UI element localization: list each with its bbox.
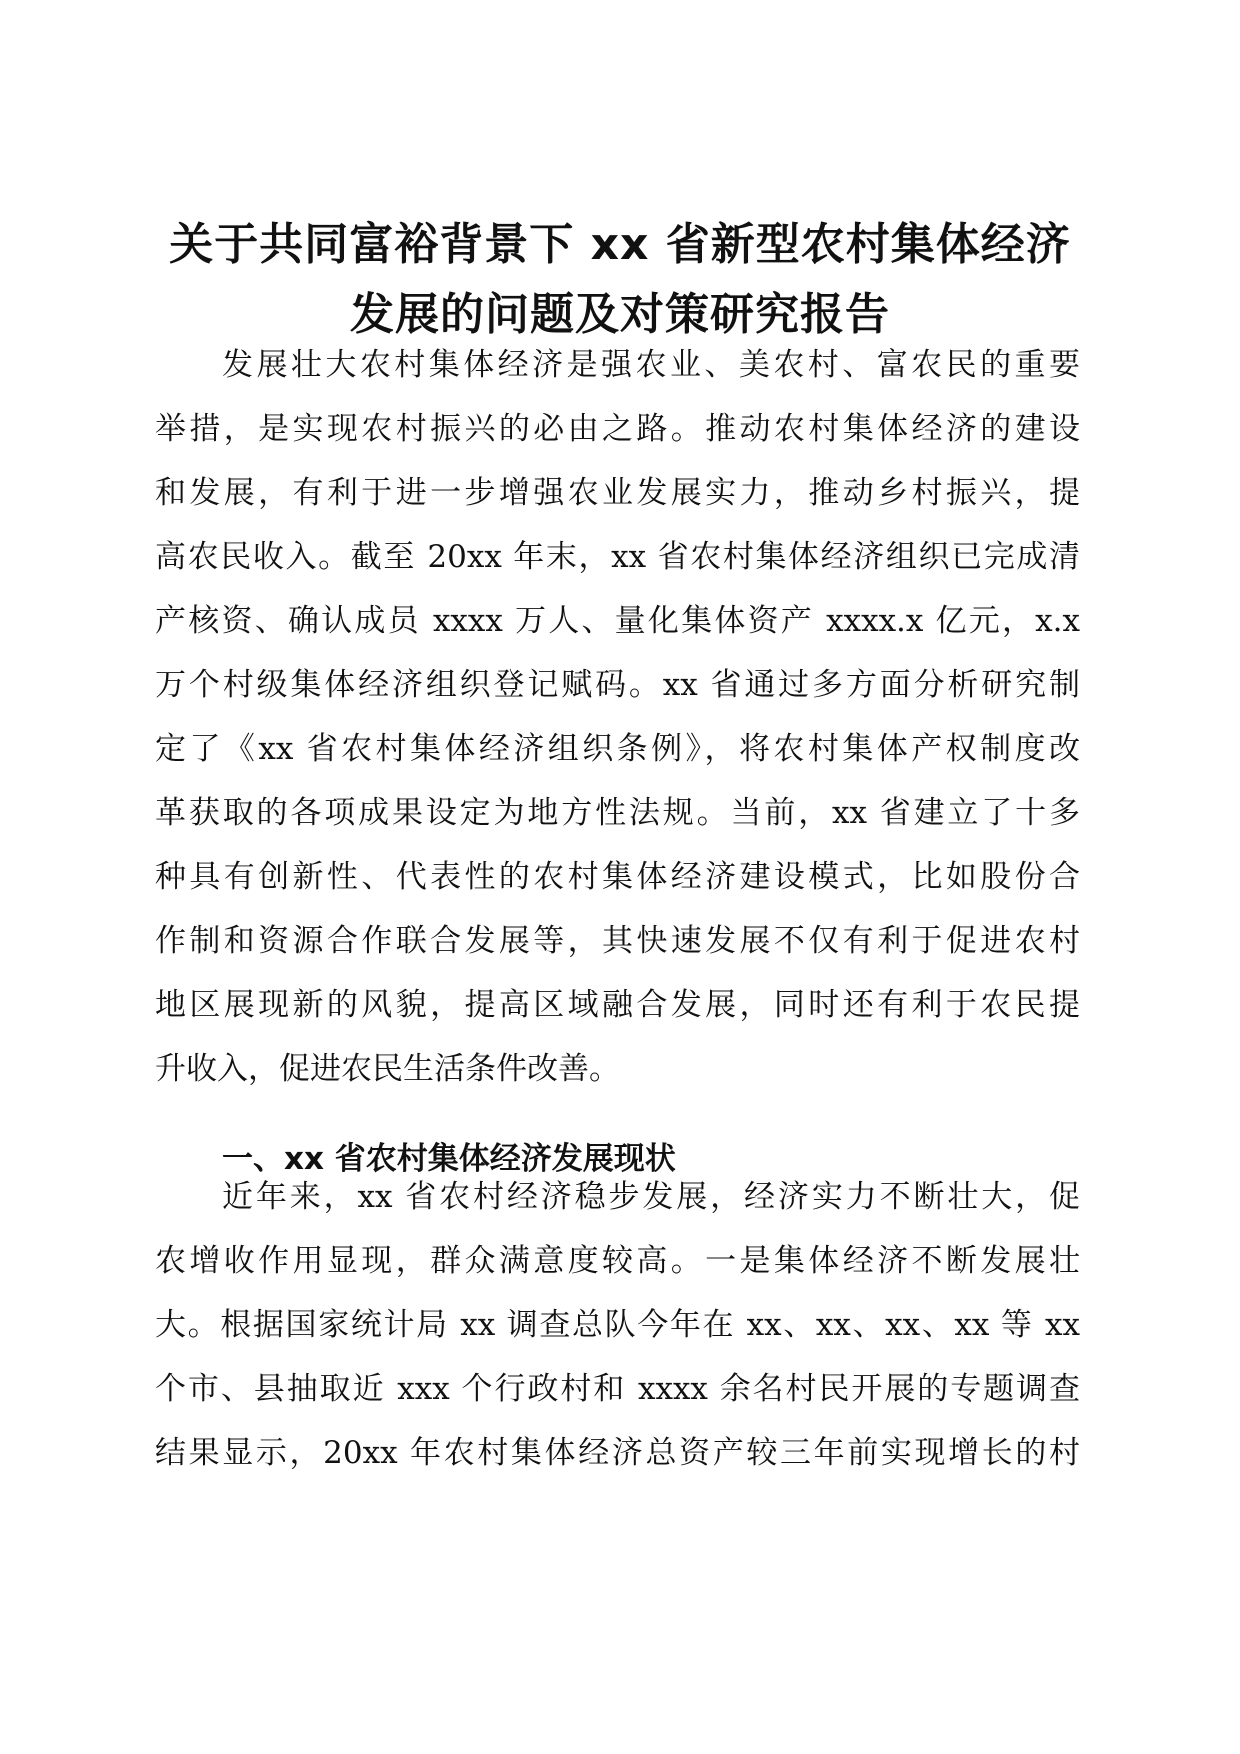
paragraph-line: 万个村级集体经济组织登记赋码。xx 省通过多方面分析研究制 — [155, 667, 1080, 703]
paragraph-line: 高农民收入。截至 20xx 年末，xx 省农村集体经济组织已完成清 — [155, 539, 1080, 575]
document-title-line-1: 关于共同富裕背景下 xx 省新型农村集体经济 — [169, 219, 1071, 270]
paragraph-line: 升收入，促进农民生活条件改善。 — [155, 1051, 620, 1087]
paragraph-line: 种具有创新性、代表性的农村集体经济建设模式，比如股份合 — [155, 859, 1080, 895]
paragraph-line: 地区展现新的风貌，提高区域融合发展，同时还有利于农民提 — [155, 987, 1080, 1023]
paragraph-line: 个市、县抽取近 xxx 个行政村和 xxxx 余名村民开展的专题调查 — [155, 1371, 1080, 1407]
paragraph-line: 近年来，xx 省农村经济稳步发展，经济实力不断壮大，促 — [222, 1179, 1080, 1215]
paragraph-line: 发展壮大农村集体经济是强农业、美农村、富农民的重要 — [222, 347, 1080, 383]
paragraph-line: 产核资、确认成员 xxxx 万人、量化集体资产 xxxx.x 亿元，x.x — [155, 603, 1080, 639]
paragraph-line: 结果显示，20xx 年农村集体经济总资产较三年前实现增长的村 — [155, 1435, 1080, 1471]
paragraph-line: 举措，是实现农村振兴的必由之路。推动农村集体经济的建设 — [155, 411, 1080, 447]
section-heading-1: 一、xx 省农村集体经济发展现状 — [222, 1140, 676, 1177]
paragraph-line: 定了《xx 省农村集体经济组织条例》，将农村集体产权制度改 — [155, 731, 1080, 767]
paragraph-line: 和发展，有利于进一步增强农业发展实力，推动乡村振兴，提 — [155, 475, 1080, 511]
paragraph-line: 作制和资源合作联合发展等，其快速发展不仅有利于促进农村 — [155, 923, 1080, 959]
paragraph-line: 农增收作用显现，群众满意度较高。一是集体经济不断发展壮 — [155, 1243, 1080, 1279]
document-title-line-2: 发展的问题及对策研究报告 — [350, 289, 890, 340]
paragraph-line: 革获取的各项成果设定为地方性法规。当前，xx 省建立了十多 — [155, 795, 1080, 831]
paragraph-line: 大。根据国家统计局 xx 调查总队今年在 xx、xx、xx、xx 等 xx — [155, 1307, 1080, 1343]
